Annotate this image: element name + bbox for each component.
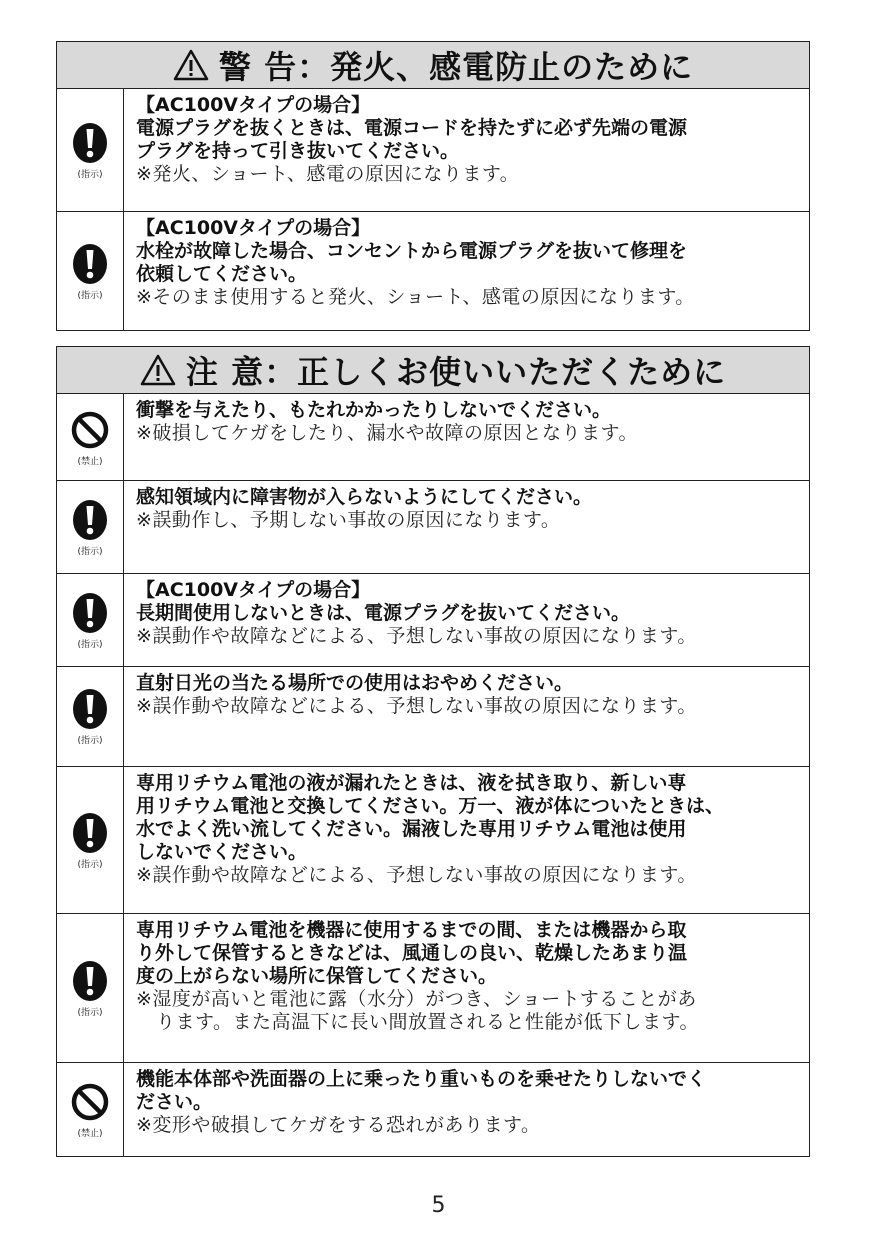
caution-rows	[57, 394, 809, 1156]
icon-caption: (指示)	[77, 546, 103, 557]
warning-section	[56, 41, 810, 331]
instruction-line: 機能本体部や洗面器の上に乗ったり重いものを乗せたりしないでく	[136, 1068, 707, 1090]
instruction-line: 水でよく洗い流してください。漏液した専用リチウム電池は使用	[136, 818, 687, 840]
icon-caption: (禁止)	[77, 456, 103, 467]
notice-icon-cell	[57, 481, 124, 573]
notice-icon-cell	[57, 767, 124, 913]
notice-row	[57, 480, 809, 573]
instruction-line: 専用リチウム電池の液が漏れたときは、液を拭き取り、新しい専	[136, 772, 687, 794]
icon-caption: (指示)	[77, 290, 103, 301]
notice-text	[124, 394, 809, 480]
notice-icon-cell	[57, 212, 124, 330]
instruction-line: 【AC100Vタイプの場合】	[136, 579, 371, 601]
reason-note: ります。また高温下に長い間放置されると性能が低下します。	[156, 1011, 699, 1033]
icon-caption: (指示)	[77, 169, 103, 180]
notice-text	[124, 667, 809, 766]
notice-icon-cell	[57, 1063, 124, 1156]
notice-row	[57, 211, 809, 330]
notice-row	[57, 394, 809, 480]
caution-section	[56, 346, 810, 1157]
reason-note: ※湿度が高いと電池に露（水分）がつき、ショートすることがあ	[136, 988, 697, 1010]
notice-icon-cell	[57, 574, 124, 666]
notice-text	[124, 574, 809, 666]
mandatory-icon	[70, 498, 110, 542]
instruction-line: 感知領域内に障害物が入らないようにしてください。	[136, 486, 593, 508]
warning-rows	[57, 89, 809, 330]
instruction-line: 【AC100Vタイプの場合】	[136, 217, 371, 239]
notice-row	[57, 666, 809, 766]
prohibition-icon	[70, 408, 110, 452]
caution-header	[57, 347, 809, 394]
instruction-line: 用リチウム電池と交換してください。万一、液が体についたときは、	[136, 795, 725, 817]
notice-icon-cell	[57, 914, 124, 1062]
instruction-line: り外して保管するときなどは、風通しの良い、乾燥したあまり温	[136, 942, 688, 964]
icon-caption: (禁止)	[77, 1129, 103, 1139]
notice-icon-cell	[57, 89, 124, 211]
icon-caption: (指示)	[77, 1007, 103, 1018]
caution-title: 注 意：正しくお使いいただくために	[185, 353, 727, 391]
mandatory-icon	[70, 242, 110, 286]
page-number: 5	[431, 1193, 446, 1218]
instruction-line: 水栓が故障した場合、コンセントから電源プラグを抜いて修理を	[136, 240, 688, 262]
instruction-line: 専用リチウム電池を機器に使用するまでの間、または機器から取	[136, 919, 687, 941]
warning-header	[57, 42, 809, 89]
warning-title: 警 告：発火、感電防止のために	[218, 48, 694, 86]
notice-text	[124, 914, 809, 1062]
reason-note: ※破損してケガをしたり、漏水や故障の原因となります。	[136, 422, 639, 444]
mandatory-icon	[70, 687, 110, 731]
notice-icon-cell	[57, 394, 124, 480]
notice-text	[124, 481, 809, 573]
notice-text	[124, 212, 809, 330]
notice-row	[57, 1062, 809, 1156]
instruction-line: 電源プラグを抜くときは、電源コードを持たずに必ず先端の電源	[136, 117, 688, 139]
mandatory-icon	[70, 959, 110, 1003]
reason-note: ※誤動作や故障などによる、予想しない事故の原因になります。	[136, 625, 697, 647]
reason-note: ※誤作動や故障などによる、予想しない事故の原因になります。	[136, 864, 697, 886]
icon-caption: (指示)	[77, 736, 103, 746]
warning-triangle-icon	[173, 49, 209, 81]
notice-text	[124, 1063, 809, 1156]
instruction-line: 長期間使用しないときは、電源プラグを抜いてください。	[136, 602, 631, 624]
reason-note: ※誤作動や故障などによる、予想しない事故の原因になります。	[136, 695, 697, 717]
mandatory-icon	[70, 811, 110, 855]
reason-note: ※誤動作し、予期しない事故の原因になります。	[136, 509, 561, 531]
instruction-line: プラグを持って引き抜いてください。	[136, 140, 460, 162]
instruction-line: 依頼してください。	[136, 263, 308, 285]
instruction-line: ださい。	[136, 1091, 213, 1113]
mandatory-icon	[70, 591, 110, 635]
notice-text	[124, 89, 809, 211]
instruction-line: 直射日光の当たる場所での使用はおやめください。	[136, 672, 574, 694]
instruction-line: しないでください。	[136, 841, 308, 863]
notice-text	[124, 767, 809, 913]
notice-icon-cell	[57, 667, 124, 766]
notice-row	[57, 89, 809, 211]
reason-note: ※そのまま使用すると発火、ショート、感電の原因になります。	[136, 286, 695, 308]
icon-caption: (指示)	[77, 639, 103, 650]
instruction-line: 【AC100Vタイプの場合】	[136, 94, 371, 116]
warning-triangle-icon	[140, 354, 176, 386]
icon-caption: (指示)	[77, 859, 103, 870]
instruction-line: 度の上がらない場所に保管してください。	[136, 965, 498, 987]
mandatory-icon	[70, 121, 110, 165]
reason-note: ※変形や破損してケガをする恐れがあります。	[136, 1114, 541, 1136]
notice-row	[57, 573, 809, 666]
notice-row	[57, 766, 809, 913]
instruction-line: 衝撃を与えたり、もたれかかったりしないでください。	[136, 399, 612, 421]
notice-row	[57, 913, 809, 1062]
reason-note: ※発火、ショート、感電の原因になります。	[136, 163, 520, 185]
prohibition-icon	[70, 1080, 110, 1124]
